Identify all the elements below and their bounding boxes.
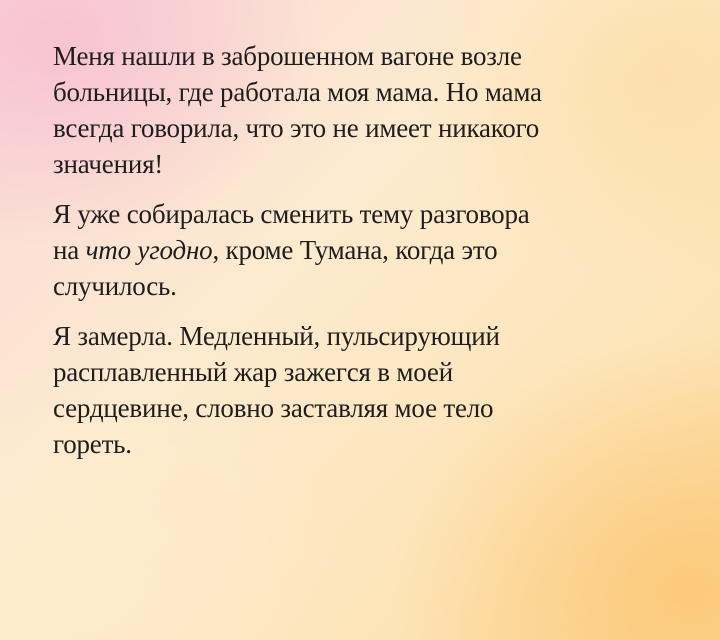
paragraph-3-line-4: гореть.	[53, 429, 132, 459]
paragraph-3-line-1: Я замерла. Медленный, пульсирующий	[53, 321, 500, 351]
paragraph-1-line-2: больницы, где работала моя мама. Но мама	[53, 77, 542, 107]
story-text	[53, 38, 693, 462]
paragraph-1-line-3: всегда говорила, что это не имеет никакого	[53, 113, 540, 143]
paragraph-3	[53, 318, 693, 462]
paragraph-3-line-3: сердцевине, словно заставляя мое тело	[53, 393, 494, 423]
paragraph-1-line-1: Меня нашли в заброшенном вагоне возле	[53, 41, 522, 71]
paragraph-2-line-2-suffix: , кроме Тумана, когда это	[212, 235, 498, 265]
paragraph-1-line-4: значения!	[53, 149, 164, 179]
paragraph-2-line-3: случилось.	[53, 271, 177, 301]
paragraph-2-line-1: Я уже собиралась сменить тему разговора	[53, 199, 530, 229]
paragraph-2-line-2-prefix: на	[53, 235, 86, 265]
paragraph-2	[53, 196, 693, 304]
paragraph-3-line-2: расплавленный жар зажегся в моей	[53, 357, 453, 387]
paragraph-2-italic-phrase: что угодно	[85, 235, 213, 265]
paragraph-1	[53, 38, 693, 182]
